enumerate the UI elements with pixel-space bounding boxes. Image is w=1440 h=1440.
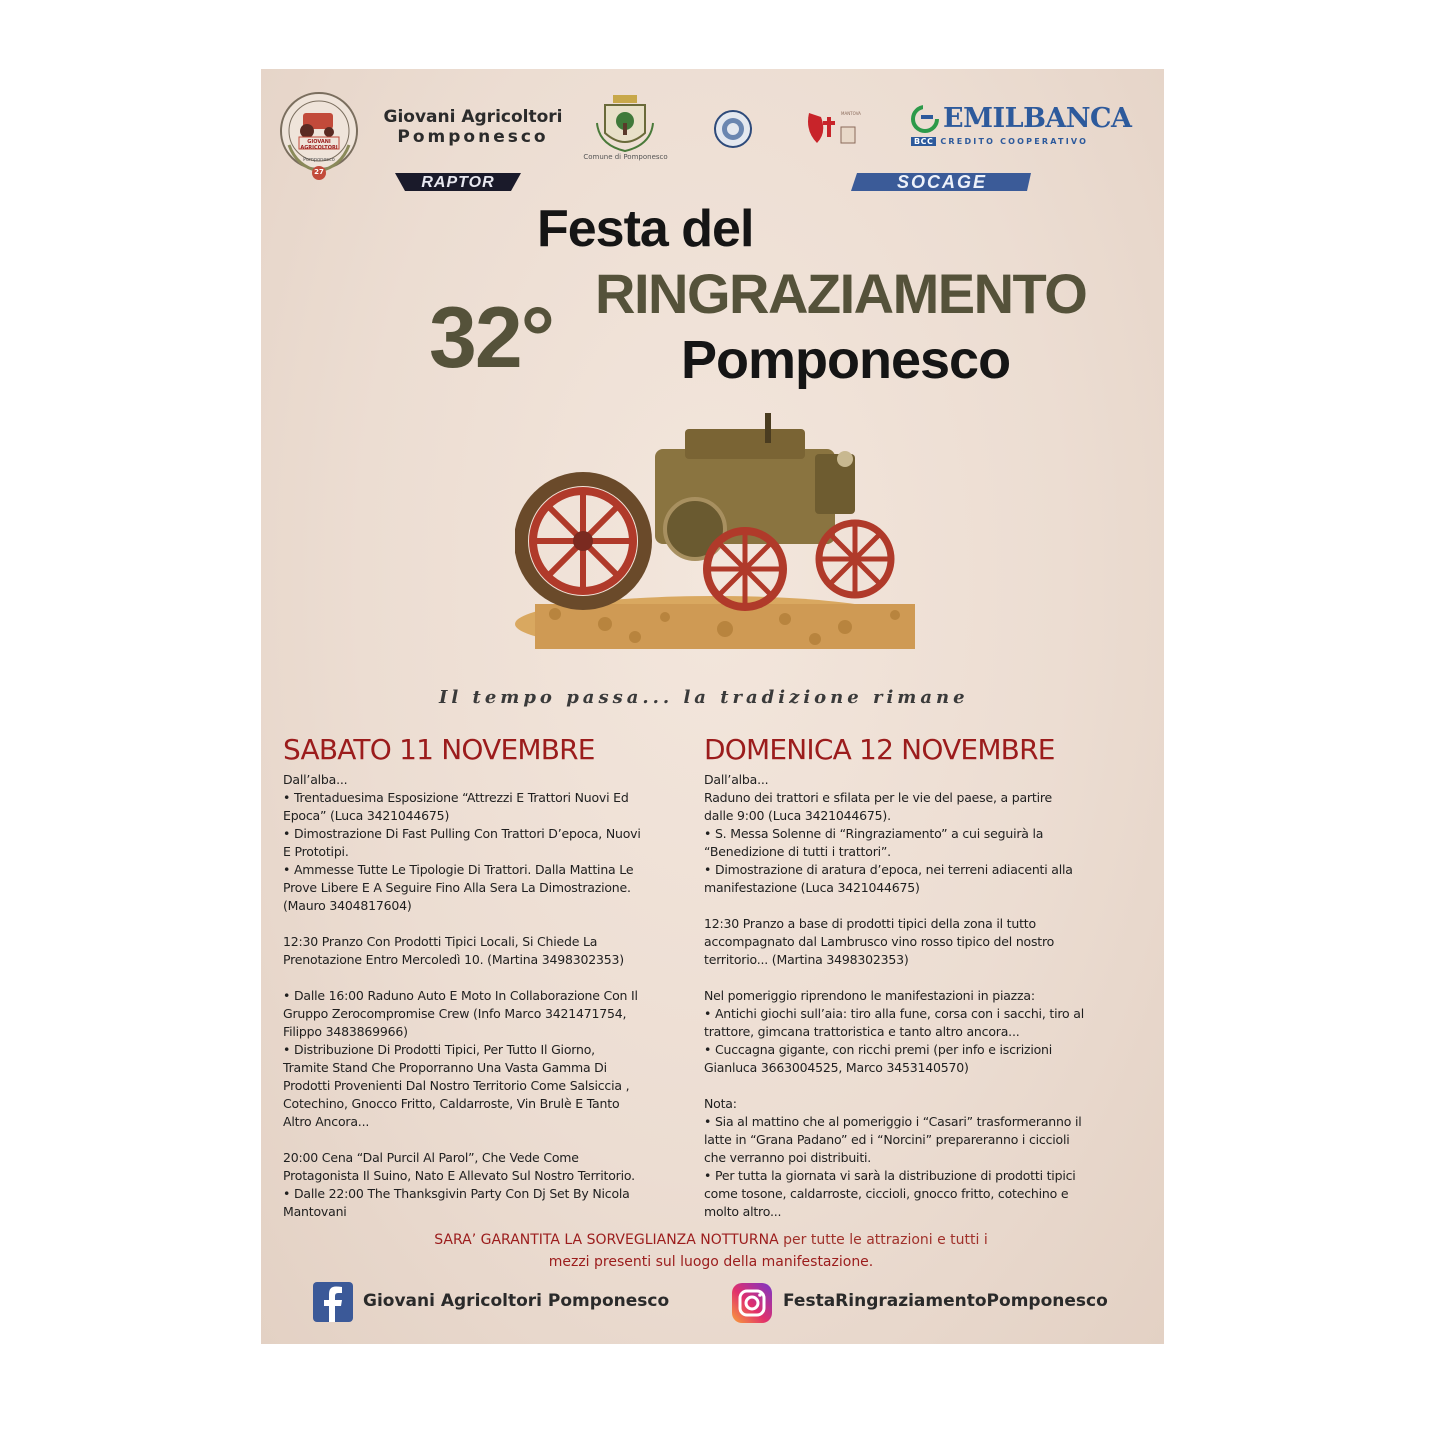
program-line: che verranno poi distribuiti. — [704, 1149, 872, 1165]
program-line: latte in “Grana Padano” ed i “Norcini” prepareranno i ciccioli — [704, 1131, 1070, 1147]
seal-logo — [713, 109, 753, 149]
program-line: Protagonista Il Suino, Nato E Allevato Sul Nostro Territorio. — [283, 1167, 635, 1183]
program-line: • Sia al mattino che al pomeriggio i “Casari” trasformeranno il — [704, 1113, 1082, 1129]
program-line: Gruppo Zerocompromise Crew (Info Marco 3421471754, — [283, 1005, 627, 1021]
program-line: “Benedizione di tutti i trattori”. — [704, 843, 891, 859]
program-line: dalle 9:00 (Luca 3421044675). — [704, 807, 891, 823]
svg-text:MANTOVA: MANTOVA — [841, 111, 861, 116]
sunday-lines — [704, 771, 1134, 1221]
raptor-sponsor-logo — [391, 169, 526, 195]
program-line: trattore, gimcana trattoristica e tanto altro ancora... — [704, 1023, 1020, 1039]
comune-label: Comune di Pomponesco — [583, 153, 668, 161]
motto-text: Il tempo passa... la tradizione rimane — [439, 687, 969, 708]
instagram-icon[interactable] — [731, 1282, 773, 1324]
program-line: • Trentaduesima Esposizione “Attrezzi E Trattori Nuovi Ed — [283, 789, 629, 805]
program-line: Nota: — [704, 1095, 737, 1111]
program-line: • Cuccagna gigante, con ricchi premi (per info e iscrizioni — [704, 1041, 1053, 1057]
notice-highlight: SARA’ GARANTITA LA SORVEGLIANZA NOTTURNA — [434, 1232, 779, 1248]
program-line: E Prototipi. — [283, 843, 349, 859]
program-line: • Dimostrazione Di Fast Pulling Con Trattori D’epoca, Nuovi — [283, 825, 641, 841]
program-line: come tosone, caldarroste, ciccioli, gnocco fritto, cotechino e — [704, 1185, 1069, 1201]
program-line: Raduno dei trattori e sfilata per le vie del paese, a partire — [704, 789, 1053, 805]
raptor-logo-text: RAPTOR — [421, 174, 495, 191]
program-line: 20:00 Cena “Dal Purcil Al Parol”, Che Vede Come — [283, 1149, 579, 1165]
program-line: Epoca” (Luca 3421044675) — [283, 807, 450, 823]
event-poster — [261, 69, 1164, 1344]
program-line: 12:30 Pranzo a base di prodotti tipici della zona il tutto — [704, 915, 1036, 931]
sunday-program — [704, 733, 1134, 1221]
organizer-line-1: Giovani Agricoltori — [383, 107, 563, 127]
program-line: Prodotti Provenienti Dal Nostro Territorio Come Salsiccia , — [283, 1077, 630, 1093]
line-gap — [283, 969, 688, 987]
program-line: Filippo 3483869966) — [283, 1023, 408, 1039]
line-gap — [704, 1077, 1134, 1095]
program-line: Altro Ancora... — [283, 1113, 370, 1129]
program-line: Prenotazione Entro Mercoledì 10. (Martina 3498302353) — [283, 951, 624, 967]
program-line: Prove Libere E A Seguire Fino Alla Sera La Dimostrazione. — [283, 879, 631, 895]
comune-logo — [573, 93, 678, 165]
saturday-lines — [283, 771, 688, 1221]
bank-bcc-label: BCC — [911, 137, 936, 146]
sunday-title: DOMENICA 12 NOVEMBRE — [704, 733, 1055, 766]
organizer-name — [373, 107, 573, 148]
notice-rest-1: per tutte le attrazioni e tutti i — [778, 1232, 988, 1248]
emilbanca-logo — [911, 103, 1132, 151]
program-line: Tramite Stand Che Proporranno Una Vasta Gamma Di — [283, 1059, 607, 1075]
program-line: 12:30 Pranzo Con Prodotti Tipici Locali, Si Chiede La — [283, 933, 598, 949]
facebook-icon[interactable] — [313, 1282, 353, 1322]
program-line: territorio... (Martina 3498302353) — [704, 951, 909, 967]
facebook-link[interactable]: Giovani Agricoltori Pomponesco — [363, 1291, 670, 1311]
program-line: Cotechino, Gnocco Fritto, Caldarroste, Vin Brulè E Tanto — [283, 1095, 620, 1111]
title-pomponesco: Pomponesco — [681, 330, 1011, 390]
line-gap — [283, 915, 688, 933]
line-gap — [704, 969, 1134, 987]
program-line: • Antichi giochi sull’aia: tiro alla fune, corsa con i sacchi, tiro al — [704, 1005, 1084, 1021]
program-line: • Dalle 22:00 The Thanksgivin Party Con Dj Set By Nicola — [283, 1185, 630, 1201]
line-gap — [283, 1131, 688, 1149]
program-line: • Ammesse Tutte Le Tipologie Di Trattori. Dalla Mattina Le — [283, 861, 634, 877]
notice-rest-2: mezzi presenti sul luogo della manifestazione. — [548, 1254, 874, 1270]
program-line: Gianluca 3663004525, Marco 3453140570) — [704, 1059, 969, 1075]
saturday-title: SABATO 11 NOVEMBRE — [283, 733, 595, 766]
organizer-line-2: Pomponesco — [397, 127, 549, 148]
program-line: manifestazione (Luca 3421044675) — [704, 879, 920, 895]
program-line: Mantovani — [283, 1203, 347, 1219]
saturday-program — [283, 733, 688, 1221]
program-line: • S. Messa Solenne di “Ringraziamento” a cui seguirà la — [704, 825, 1044, 841]
title-ringraziamento: RINGRAZIAMENTO — [595, 262, 1087, 325]
program-line: • Per tutta la giornata vi sarà la distribuzione di prodotti tipici — [704, 1167, 1076, 1183]
socage-sponsor-logo — [847, 169, 1037, 195]
bank-subtitle — [911, 137, 1088, 146]
program-line: accompagnato dal Lambrusco vino rosso tipico del nostro — [704, 933, 1055, 949]
surveillance-notice — [301, 1229, 1121, 1273]
program-line: Nel pomeriggio riprendono le manifestazioni in piazza: — [704, 987, 1035, 1003]
vintage-tractor-image — [515, 409, 920, 649]
program-line: molto altro... — [704, 1203, 782, 1219]
program-line: • Distribuzione Di Prodotti Tipici, Per Tutto Il Giorno, — [283, 1041, 595, 1057]
program-line: • Dimostrazione di aratura d’epoca, nei terreni adiacenti alla — [704, 861, 1073, 877]
program-line: (Mauro 3404817604) — [283, 897, 412, 913]
program-line: • Dalle 16:00 Raduno Auto E Moto In Collaborazione Con Il — [283, 987, 638, 1003]
line-gap — [704, 897, 1134, 915]
festival-badge-logo: GIOVANI AGRICOLTORI Pomponesco 27 — [277, 85, 361, 185]
program-line: Dall’alba... — [283, 771, 348, 787]
province-logo — [801, 103, 861, 151]
bank-name: EMILBANCA — [943, 103, 1132, 134]
bank-sub-label: CREDITO COOPERATIVO — [940, 137, 1089, 146]
instagram-link[interactable]: FestaRingraziamentoPomponesco — [783, 1291, 1108, 1311]
title-edition: 32° — [429, 290, 554, 386]
title-festa-del: Festa del — [537, 200, 754, 258]
program-line: Dall’alba... — [704, 771, 769, 787]
socage-logo-text: SOCAGE — [896, 172, 988, 192]
